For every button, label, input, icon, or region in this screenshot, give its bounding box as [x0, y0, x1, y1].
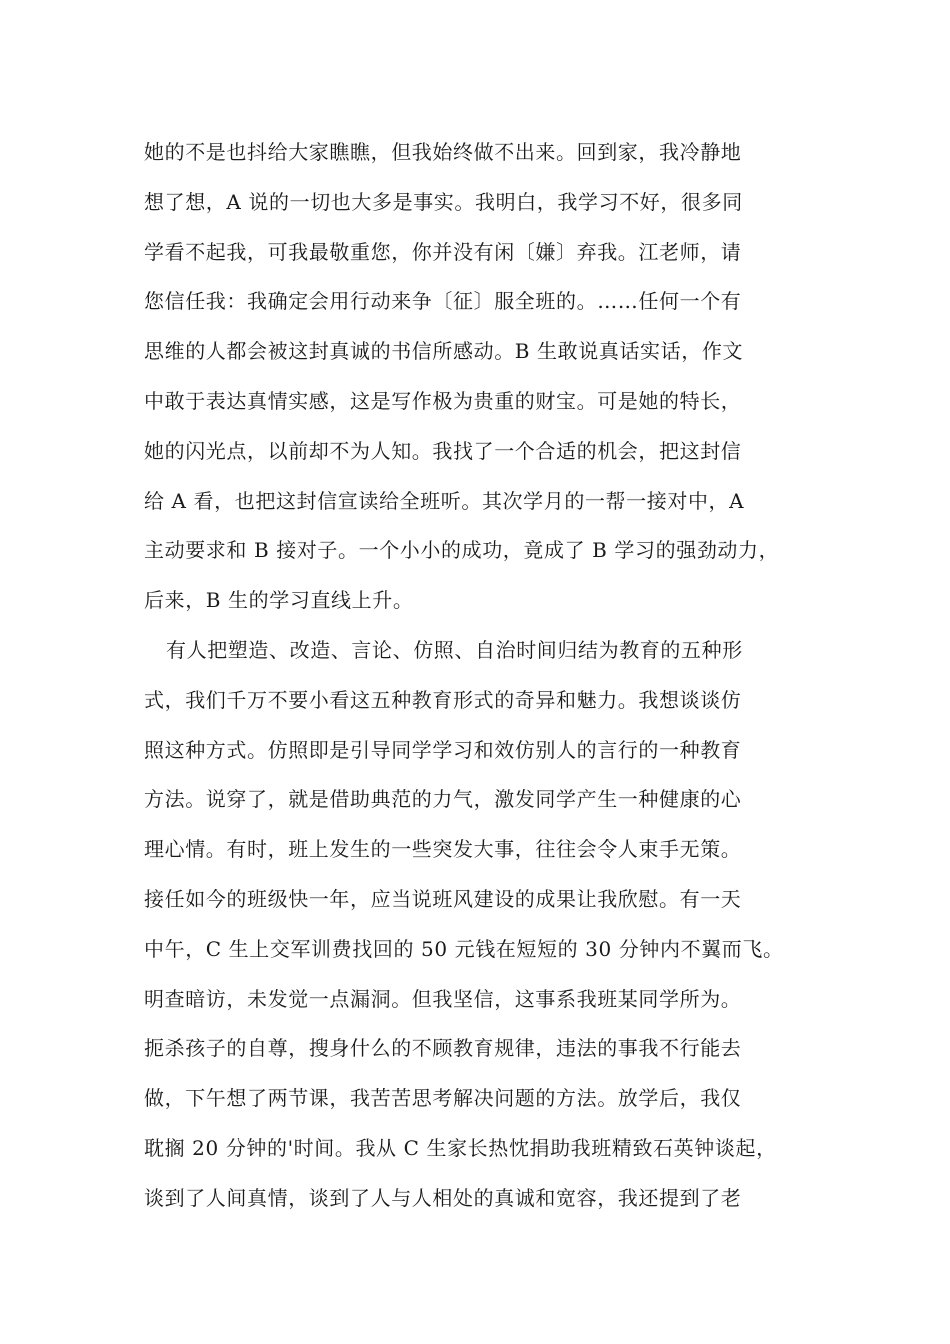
text-line: 照这种方式。仿照即是引导同学学习和效仿别人的言行的一种教育	[144, 737, 742, 762]
text-line: 学看不起我，可我最敬重您，你并没有闲〔嫌〕弃我。江老师，请	[144, 239, 742, 264]
text-line: 后来，B 生的学习直线上升。	[144, 588, 414, 613]
text-line: 中敢于表达真情实感，这是写作极为贵重的财宝。可是她的特长，	[144, 388, 742, 413]
text-line: 谈到了人间真情，谈到了人与人相处的真诚和宽容，我还提到了老	[144, 1185, 742, 1210]
text-line: 扼杀孩子的自尊，搜身什么的不顾教育规律，违法的事我不行能去	[144, 1036, 742, 1061]
text-line: 给 A 看，也把这封信宣读给全班听。其次学月的一帮一接对中，A	[144, 488, 745, 513]
text-line: 主动要求和 B 接对子。一个小小的成功，竟成了 B 学习的强劲动力，	[144, 538, 780, 563]
paragraph-2	[144, 626, 824, 1224]
text-line: 耽搁 20 分钟的'时间。我从 C 生家长热忱捐助我班精致石英钟谈起，	[144, 1135, 777, 1160]
text-line: 做，下午想了两节课，我苦苦思考解决问题的方法。放学后，我仅	[144, 1086, 742, 1111]
text-line: 思维的人都会被这封真诚的书信所感动。B 生敢说真话实话，作文	[144, 339, 744, 364]
paragraph-1	[144, 128, 824, 626]
text-line: 想了想，A 说的一切也大多是事实。我明白，我学习不好，很多同	[144, 189, 743, 214]
text-line: 式，我们千万不要小看这五种教育形式的奇异和魅力。我想谈谈仿	[144, 687, 742, 712]
text-line: 方法。说穿了，就是借助典范的力气，激发同学产生一种健康的心	[144, 787, 742, 812]
text-line: 理心情。有时，班上发生的一些突发大事，往往会令人束手无策。	[144, 837, 742, 862]
document-body	[144, 128, 824, 1224]
text-line: 您信任我：我确定会用行动来争〔征〕服全班的。……任何一个有	[144, 289, 742, 314]
text-line-indented: 有人把塑造、改造、言论、仿照、自治时间归结为教育的五种形	[166, 637, 743, 662]
text-line: 中午，C 生上交军训费找回的 50 元钱在短短的 30 分钟内不翼而飞。	[144, 936, 784, 961]
text-line: 她的不是也抖给大家瞧瞧，但我始终做不出来。回到家，我冷静地	[144, 140, 742, 164]
text-line: 明查暗访，未发觉一点漏洞。但我坚信，这事系我班某同学所为。	[144, 986, 742, 1011]
text-line: 接任如今的班级快一年，应当说班风建设的成果让我欣慰。有一天	[144, 886, 742, 911]
text-line: 她的闪光点，以前却不为人知。我找了一个合适的机会，把这封信	[144, 438, 742, 463]
